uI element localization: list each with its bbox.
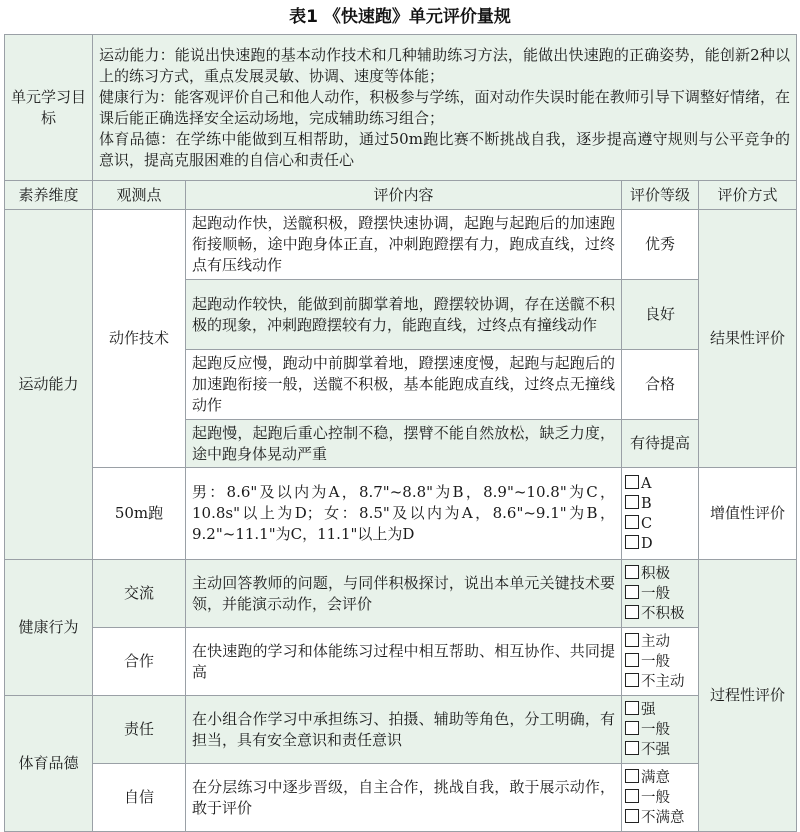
checkbox[interactable]	[625, 809, 639, 823]
goal-health: 健康行为：能客观评价自己和他人动作，积极参与学练，面对动作失误时能在教师引导下调整好情绪，在课后能正确选择安全运动场地，完成辅助练习组合；	[99, 87, 791, 127]
option-50m-b[interactable]: B	[623, 494, 697, 514]
point-responsibility: 责任	[93, 696, 186, 764]
checkbox[interactable]	[625, 605, 639, 619]
grade-pass: 合格	[622, 350, 699, 420]
dimension-health: 健康行为	[5, 560, 93, 696]
option-cooperation-2[interactable]: 一般	[623, 652, 697, 672]
checkbox[interactable]	[625, 585, 639, 599]
checkbox[interactable]	[625, 535, 639, 549]
checkbox[interactable]	[625, 741, 639, 755]
checkbox[interactable]	[625, 565, 639, 579]
content-50m: 男：8.6"及以内为A，8.7"~8.8"为B，8.9"~10.8"为C，10.8s"以上为D；女：8.5"及以内为A，8.6"~9.1"为B，9.2"~11.1"为C，11.1"以上为D	[186, 468, 622, 560]
option-cooperation-3[interactable]: 不主动	[623, 672, 697, 692]
options-communication	[622, 560, 699, 628]
checkbox[interactable]	[625, 475, 639, 489]
dimension-ethics: 体育品德	[5, 696, 93, 832]
option-cooperation-1[interactable]: 主动	[623, 632, 697, 652]
header-row	[5, 181, 797, 210]
header-grade: 评价等级	[622, 181, 699, 210]
dimension-motor: 运动能力	[5, 210, 93, 560]
option-responsibility-2[interactable]: 一般	[623, 720, 697, 740]
header-dimension: 素养维度	[5, 181, 93, 210]
point-technique: 动作技术	[93, 210, 186, 468]
point-cooperation: 合作	[93, 628, 186, 696]
options-50m	[622, 468, 699, 560]
checkbox[interactable]	[625, 653, 639, 667]
table-title: 表1 《快速跑》单元评价量规	[289, 7, 511, 27]
table-row	[5, 696, 797, 764]
table-row	[5, 468, 797, 560]
goal-motor: 运动能力：能说出快速跑的基本动作技术和几种辅助练习方法，能做出快速跑的正确姿势，能创新2种以上的练习方式，重点发展灵敏、协调、速度等体能；	[99, 45, 791, 85]
content-cooperation: 在快速跑的学习和体能练习过程中相互帮助、相互协作、共同提高	[186, 628, 622, 696]
grade-excellent: 优秀	[622, 210, 699, 280]
table-row	[5, 764, 797, 832]
content-improve: 起跑慢，起跑后重心控制不稳，摆臂不能自然放松，缺乏力度，途中跑身体晃动严重	[186, 420, 622, 468]
checkbox[interactable]	[625, 633, 639, 647]
option-communication-1[interactable]: 积极	[623, 564, 697, 584]
checkbox[interactable]	[625, 495, 639, 509]
checkbox[interactable]	[625, 769, 639, 783]
method-result: 结果性评价	[699, 210, 797, 468]
option-confidence-2[interactable]: 一般	[623, 788, 697, 808]
method-value-added: 增值性评价	[699, 468, 797, 560]
table-row	[5, 628, 797, 696]
content-confidence: 在分层练习中逐步晋级，自主合作，挑战自我，敢于展示动作，敢于评价	[186, 764, 622, 832]
content-good: 起跑动作较快，能做到前脚掌着地，蹬摆较协调，存在送髋不积极的现象，冲刺跑蹬摆较有力，能跑直线，过终点有撞线动作	[186, 280, 622, 350]
checkbox[interactable]	[625, 701, 639, 715]
option-50m-c[interactable]: C	[623, 514, 697, 534]
table-row	[5, 210, 797, 280]
content-communication: 主动回答教师的问题，与同伴积极探讨，说出本单元关键技术要领，并能演示动作，会评价	[186, 560, 622, 628]
header-point: 观测点	[93, 181, 186, 210]
point-confidence: 自信	[93, 764, 186, 832]
option-communication-3[interactable]: 不积极	[623, 604, 697, 624]
checkbox[interactable]	[625, 789, 639, 803]
content-responsibility: 在小组合作学习中承担练习、拍摄、辅助等角色，分工明确，有担当，具有安全意识和责任意识	[186, 696, 622, 764]
option-confidence-3[interactable]: 不满意	[623, 808, 697, 828]
option-confidence-1[interactable]: 满意	[623, 768, 697, 788]
method-process: 过程性评价	[699, 560, 797, 832]
checkbox[interactable]	[625, 515, 639, 529]
option-responsibility-3[interactable]: 不强	[623, 740, 697, 760]
grade-improve: 有待提高	[622, 420, 699, 468]
goals-label: 单元学习目标	[5, 35, 93, 181]
options-confidence	[622, 764, 699, 832]
option-communication-2[interactable]: 一般	[623, 584, 697, 604]
grade-good: 良好	[622, 280, 699, 350]
option-50m-a[interactable]: A	[623, 474, 697, 494]
header-content: 评价内容	[186, 181, 622, 210]
checkbox[interactable]	[625, 673, 639, 687]
checkbox[interactable]	[625, 721, 639, 735]
options-cooperation	[622, 628, 699, 696]
content-pass: 起跑反应慢，跑动中前脚掌着地，蹬摆速度慢，起跑与起跑后的加速跑衔接一般，送髋不积极，基本能跑成直线，过终点无撞线动作	[186, 350, 622, 420]
goals-content	[93, 35, 797, 181]
content-excellent: 起跑动作快，送髋积极，蹬摆快速协调，起跑与起跑后的加速跑衔接顺畅，途中跑身体正直，冲刺跑蹬摆有力，跑成直线，过终点有压线动作	[186, 210, 622, 280]
point-communication: 交流	[93, 560, 186, 628]
table-row	[5, 560, 797, 628]
option-50m-d[interactable]: D	[623, 534, 697, 554]
options-responsibility	[622, 696, 699, 764]
header-method: 评价方式	[699, 181, 797, 210]
goal-ethics: 体育品德：在学练中能做到互相帮助，通过50m跑比赛不断挑战自我，逐步提高遵守规则与公平竞争的意识，提高克服困难的自信心和责任心	[99, 129, 791, 169]
evaluation-rubric-table	[4, 34, 797, 832]
option-responsibility-1[interactable]: 强	[623, 700, 697, 720]
point-50m: 50m跑	[93, 468, 186, 560]
